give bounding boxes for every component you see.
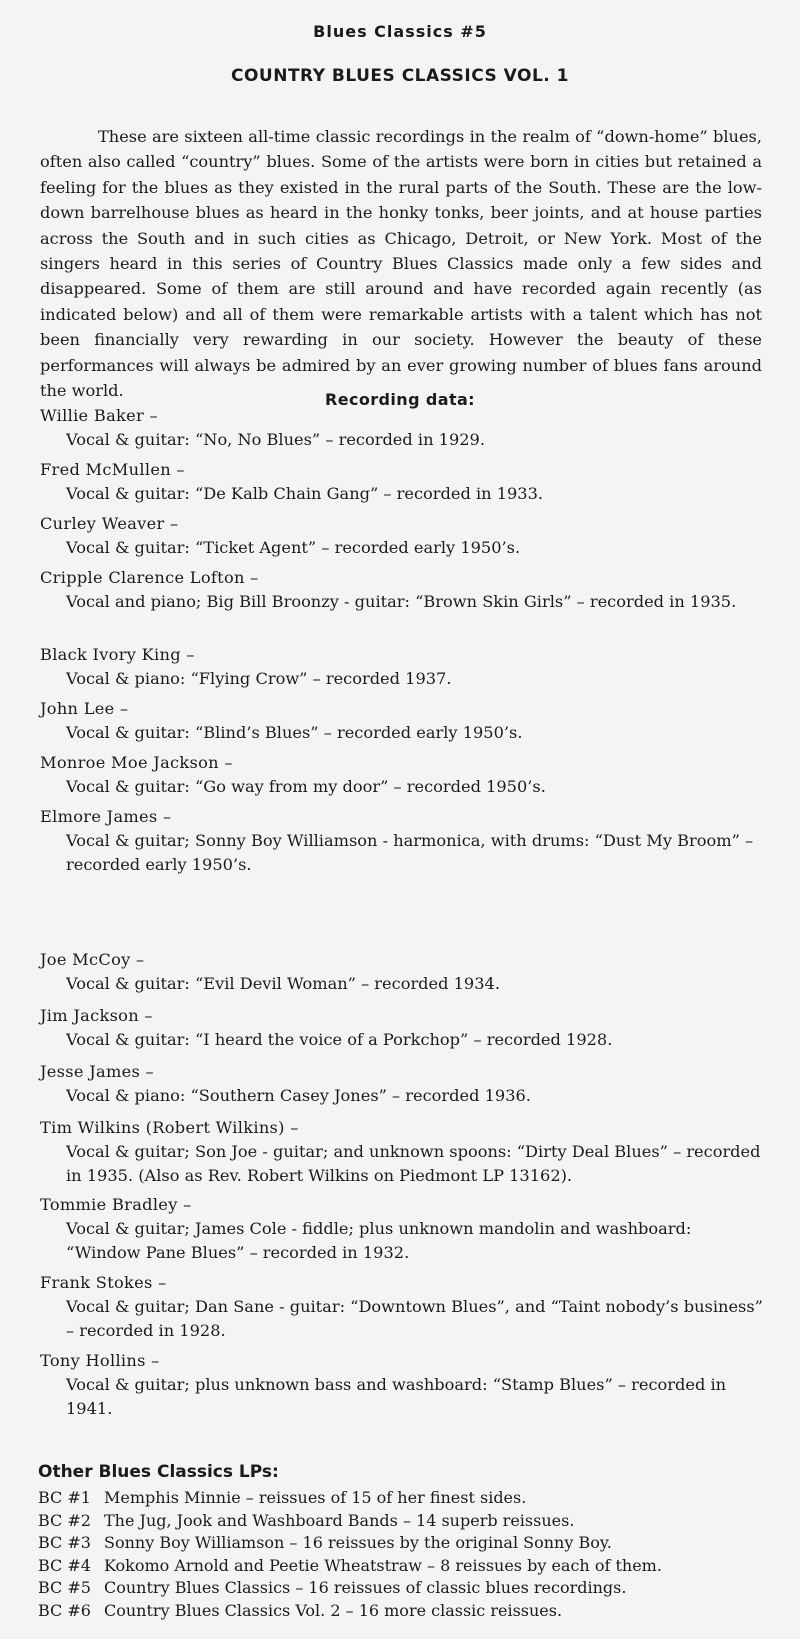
artist-name: Tim Wilkins (Robert Wilkins) –	[40, 1118, 299, 1137]
lp-code: BC #5	[38, 1578, 91, 1597]
list-item	[38, 1577, 662, 1600]
artist-name: Tommie Bradley –	[40, 1195, 192, 1214]
artist-name: Elmore James –	[40, 807, 172, 826]
page-title: COUNTRY BLUES CLASSICS VOL. 1	[230, 66, 570, 86]
recording-details: Vocal & guitar; James Cole - fiddle; plus unknown mandolin and washboard: “Window Pane Blues” – recorded in 1932.	[66, 1219, 692, 1262]
lp-description: Memphis Minnie – reissues of 15 of her finest sides.	[104, 1488, 527, 1507]
artist-name: Tony Hollins –	[40, 1351, 160, 1370]
recording-details: Vocal & guitar: “De Kalb Chain Gang” – recorded in 1933.	[66, 484, 544, 503]
list-item	[38, 1487, 662, 1510]
recording-details: Vocal & guitar: “No, No Blues” – recorded in 1929.	[66, 430, 485, 449]
lp-code: BC #3	[38, 1533, 91, 1552]
recording-details: Vocal & guitar: “Blind’s Blues” – recorded early 1950’s.	[66, 723, 523, 742]
recording-details: Vocal & guitar; Sonny Boy Williamson - harmonica, with drums: “Dust My Broom” – recorded early 1950’s.	[66, 831, 754, 874]
artist-name: Joe McCoy –	[40, 950, 145, 969]
recording-entry	[40, 1348, 765, 1421]
artist-name: Cripple Clarence Lofton –	[40, 568, 259, 587]
other-lps-heading: Other Blues Classics LPs:	[38, 1462, 279, 1482]
lp-description: Country Blues Classics – 16 reissues of classic blues recordings.	[104, 1578, 627, 1597]
list-item	[38, 1600, 662, 1623]
recording-entry	[40, 511, 765, 560]
list-item	[38, 1532, 662, 1555]
list-item	[38, 1555, 662, 1578]
recording-details: Vocal & guitar; plus unknown bass and washboard: “Stamp Blues” – recorded in 1941.	[66, 1375, 727, 1418]
lp-code: BC #1	[38, 1488, 91, 1507]
intro-paragraph: These are sixteen all-time classic recordings in the realm of “down-home” blues, often also called “country” blues. Some of the artists were born in cities but retained a feeling for the blues as they existed in the rural parts of the South. These are the low-down barrelhouse blues as heard in the honky tonks, beer joints, and at house parties across the South and in such cities as Chicago, Detroit, or New York. Most of the singers heard in this series of Country Blues Classics made only a few sides and disappeared. Some of them are still around and have recorded again recently (as indicated below) and all of them were remarkable artists with a talent which has not been financially very rewarding in our society. However the beauty of these performances will always be admired by an ever growing number of blues fans around the world.	[40, 127, 762, 401]
other-lps-list	[38, 1487, 662, 1622]
recording-details: Vocal and piano; Big Bill Broonzy - guitar: “Brown Skin Girls” – recorded in 1935.	[66, 592, 737, 611]
artist-name: Frank Stokes –	[40, 1273, 167, 1292]
artist-name: Willie Baker –	[40, 406, 158, 425]
artist-name: Jim Jackson –	[40, 1006, 153, 1025]
lp-code: BC #6	[38, 1600, 91, 1620]
lp-code: BC #2	[38, 1510, 91, 1530]
lp-description: Country Blues Classics Vol. 2 – 16 more classic reissues.	[104, 1600, 563, 1620]
artist-name: John Lee –	[40, 699, 129, 718]
lp-code: BC #4	[38, 1555, 91, 1575]
recording-entry	[40, 403, 765, 452]
recording-details: Vocal & guitar: “I heard the voice of a Porkchop” – recorded 1928.	[66, 1030, 613, 1049]
recording-entry	[40, 457, 765, 506]
artist-name: Jesse James –	[40, 1062, 154, 1081]
artist-name: Monroe Moe Jackson –	[40, 753, 233, 772]
recording-entry	[40, 696, 765, 745]
artist-name: Black Ivory King –	[40, 645, 195, 664]
recording-entry	[40, 1059, 765, 1108]
recording-entry	[40, 565, 765, 614]
artist-name: Curley Weaver –	[40, 514, 179, 533]
recording-entry	[40, 947, 765, 996]
recording-details: Vocal & guitar: “Ticket Agent” – recorded early 1950’s.	[66, 538, 521, 557]
list-item	[38, 1510, 662, 1533]
recording-entry	[40, 1192, 765, 1265]
lp-description: Sonny Boy Williamson – 16 reissues by the original Sonny Boy.	[104, 1533, 612, 1552]
recording-details: Vocal & guitar; Son Joe - guitar; and unknown spoons: “Dirty Deal Blues” – recorded in 1935. (Also as Rev. Robert Wilkins on Piedmont LP 13162).	[66, 1142, 761, 1185]
recording-details: Vocal & guitar; Dan Sane - guitar: “Downtown Blues”, and “Taint nobody’s business” – recorded in 1928.	[66, 1297, 763, 1340]
series-number: Blues Classics #5	[313, 22, 487, 41]
recording-entry	[40, 1115, 765, 1188]
recording-details: Vocal & guitar: “Go way from my door” – recorded 1950’s.	[66, 777, 546, 796]
recording-details: Vocal & piano: “Flying Crow” – recorded 1937.	[66, 669, 452, 688]
recording-entry	[40, 1003, 765, 1052]
lp-description: The Jug, Jook and Washboard Bands – 14 superb reissues.	[104, 1510, 575, 1530]
recording-data-heading: Recording data:	[325, 390, 475, 409]
recording-entry	[40, 642, 765, 691]
artist-name: Fred McMullen –	[40, 460, 185, 479]
recording-entry	[40, 750, 765, 799]
lp-description: Kokomo Arnold and Peetie Wheatstraw – 8 reissues by each of them.	[104, 1555, 662, 1575]
recording-details: Vocal & piano: “Southern Casey Jones” – recorded 1936.	[66, 1086, 531, 1105]
recording-entry	[40, 804, 765, 877]
recording-details: Vocal & guitar: “Evil Devil Woman” – recorded 1934.	[66, 974, 500, 993]
recording-entry	[40, 1270, 765, 1343]
